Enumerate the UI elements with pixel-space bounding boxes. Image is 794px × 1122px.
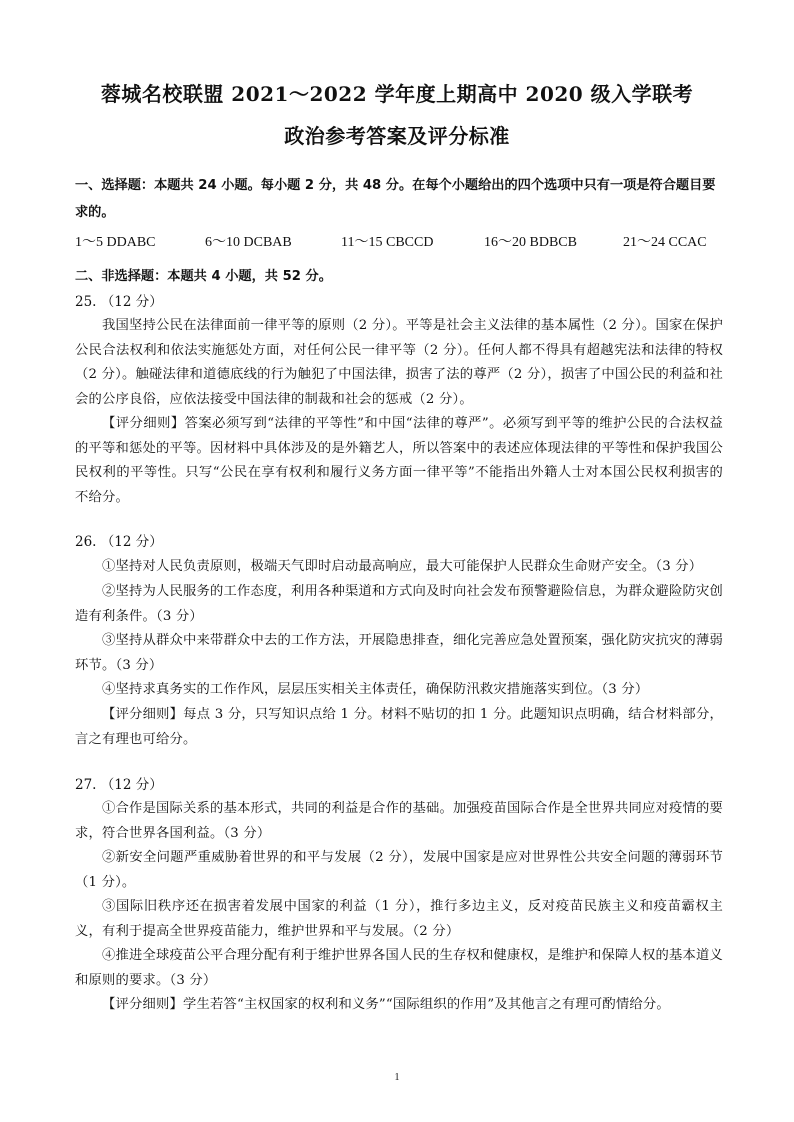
answer-group-2: 6～10 DCBAB bbox=[205, 235, 292, 250]
section1-heading: 一、选择题：本题共 24 小题。每小题 2 分，共 48 分。在每个小题给出的四个选项中只有一项是符合题目要求的。 bbox=[75, 178, 716, 220]
question-26-point-2: ②坚持为人民服务的工作态度，利用各种渠道和方式向及时向社会发布预警避险信息，为群众避险防灾创造有利条件。（3 分） bbox=[75, 584, 723, 624]
document-title: 蓉城名校联盟 2021～2022 学年度上期高中 2020 级入学联考 bbox=[100, 82, 694, 106]
question-26-number: 26. （12 分） bbox=[75, 534, 163, 550]
question-27-point-1: ①合作是国际关系的基本形式，共同的利益是合作的基础。加强疫苗国际合作是全世界共同应对疫情的要求，符合世界各国利益。（3 分） bbox=[75, 801, 723, 841]
question-27-point-3: ③国际旧秩序还在损害着发展中国家的利益（1 分），推行多边主义，反对疫苗民族主义和疫苗霸权主义，有利于提高全世界疫苗能力，维护世界和平与发展。（2 分） bbox=[75, 899, 723, 939]
question-26-point-4: ④坚持求真务实的工作作风，层层压实相关主体责任，确保防汛救灾措施落实到位。（3 分） bbox=[102, 682, 649, 697]
answer-group-4: 16～20 BDBCB bbox=[484, 235, 577, 250]
question-26-scoring: 【评分细则】每点 3 分，只写知识点给 1 分。材料不贴切的扣 1 分。此题知识点明确，结合材料部分，言之有理也可给分。 bbox=[75, 707, 723, 747]
question-27-point-4: ④推进全球疫苗公平合理分配有利于维护世界各国人民的生存权和健康权，是维护和保障人权的基本道义和原则的要求。（3 分） bbox=[75, 948, 723, 988]
question-25-answer: 我国坚持公民在法律面前一律平等的原则（2 分）。平等是社会主义法律的基本属性（2 分）。国家在保护公民合法权利和依法实施惩处方面，对任何公民一律平等（2 分）。任何人都不得具有超越宪法和法律的特权（2 分）。触碰法律和道德底线的行为触犯了中国法律，损害了法的尊严（2 分），损害了中国公民的利益和社会的公序良俗，应依法接受中国法律的制裁和社会的惩戒（2 分）。 bbox=[75, 318, 723, 407]
section2-heading: 二、非选择题：本题共 4 小题，共 52 分。 bbox=[75, 269, 332, 284]
answer-group-5: 21～24 CCAC bbox=[623, 235, 707, 250]
question-26-point-1: ①坚持对人民负责原则，极端天气即时启动最高响应，最大可能保护人民群众生命财产安全。（3 分） bbox=[102, 559, 703, 574]
question-27-number: 27. （12 分） bbox=[75, 777, 163, 793]
question-25-number: 25. （12 分） bbox=[75, 294, 163, 310]
document-subtitle: 政治参考答案及评分标准 bbox=[284, 124, 510, 148]
answer-group-1: 1～5 DDABC bbox=[75, 235, 156, 250]
question-25-scoring: 【评分细则】答案必须写到“法律的平等性”和中国“法律的尊严”。必须写到平等的维护公民的合法权益的平等和惩处的平等。因材料中具体涉及的是外籍艺人，所以答案中的表述应体现法律的平等性和保护我国公民权利的平等性。只写“公民在享有权利和履行义务方面一律平等”不能指出外籍人士对本国公民权利损害的不给分。 bbox=[75, 416, 723, 505]
question-27-scoring: 【评分细则】学生若答“主权国家的权利和义务”“国际组织的作用”及其他言之有理可酌情给分。 bbox=[102, 997, 670, 1012]
page-number: 1 bbox=[394, 1072, 400, 1083]
question-26-point-3: ③坚持从群众中来带群众中去的工作方法，开展隐患排查，细化完善应急处置预案，强化防灾抗灾的薄弱环节。（3 分） bbox=[75, 633, 723, 673]
answer-group-3: 11～15 CBCCD bbox=[341, 235, 434, 250]
question-27-point-2: ②新安全问题严重威胁着世界的和平与发展（2 分），发展中国家是应对世界性公共安全问题的薄弱环节（1 分）。 bbox=[75, 850, 723, 890]
